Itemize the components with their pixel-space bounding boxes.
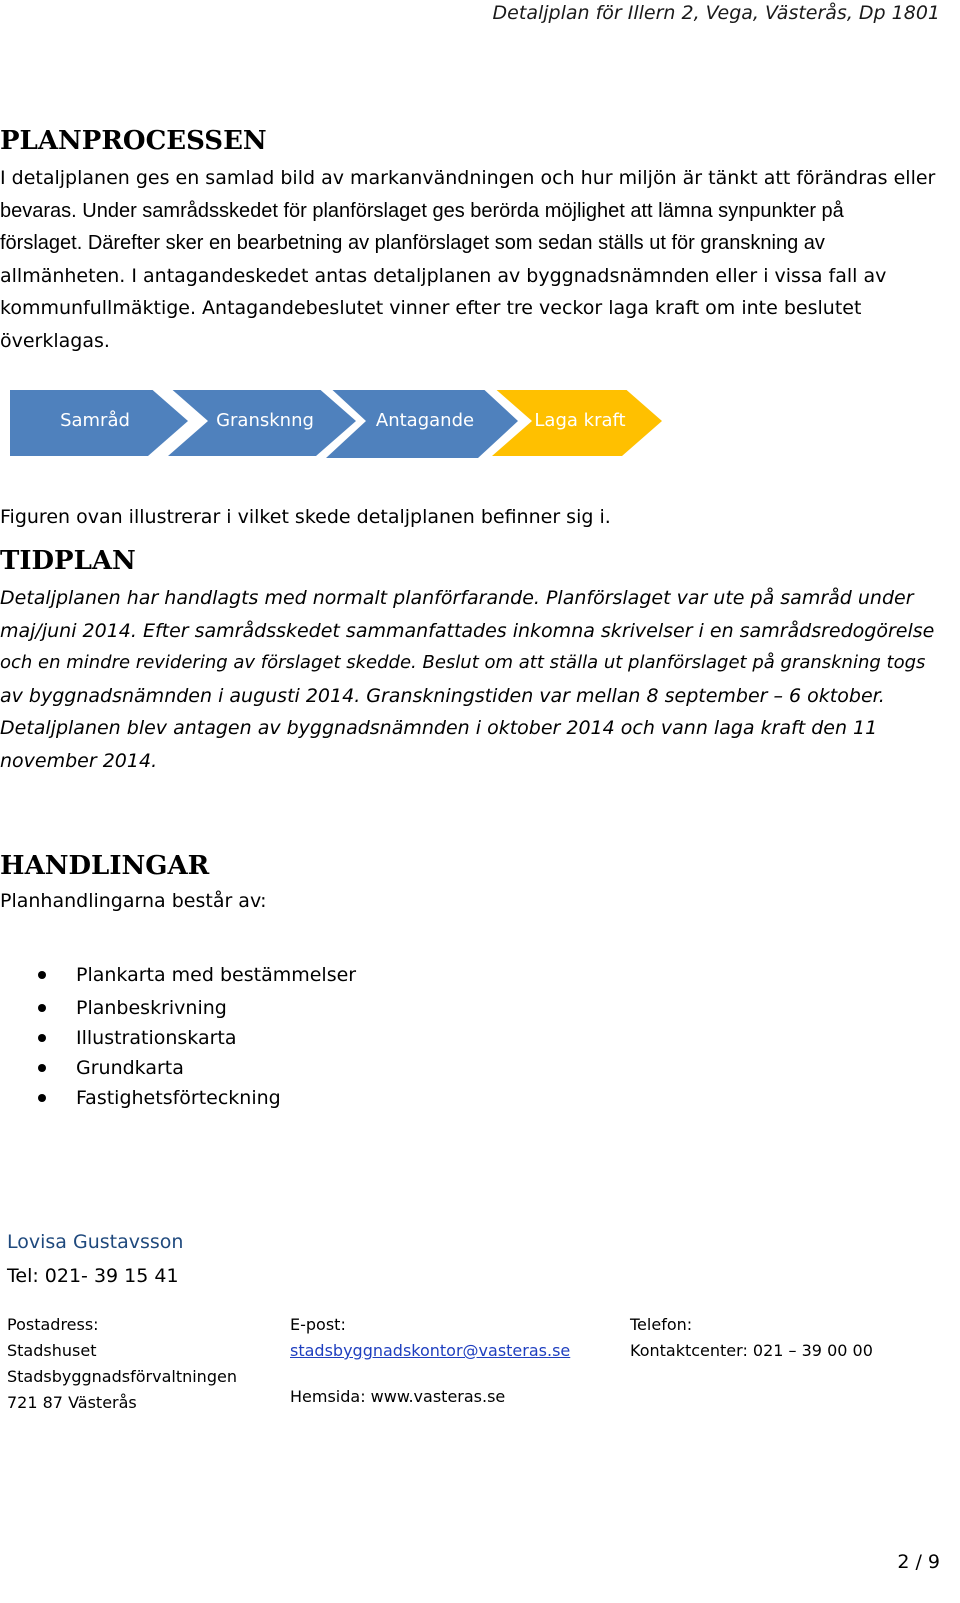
tidplan-line: Detaljplanen blev antagen av byggnadsnämnden i oktober 2014 och vann laga kraft den 11	[0, 717, 878, 739]
list-item-text: Illustrationskarta	[76, 1027, 237, 1049]
planprocessen-heading: PLANPROCESSEN	[0, 126, 267, 156]
epost-label: E-post:	[290, 1315, 346, 1334]
planprocessen-line: I detaljplanen ges en samlad bild av markanvändningen och hur miljön är tänkt att förändras eller	[0, 167, 936, 189]
handlingar-heading: HANDLINGAR	[0, 851, 210, 881]
list-item-text: Plankarta med bestämmelser	[76, 964, 357, 986]
document-header-title: Detaljplan för Illern 2, Vega, Västerås, Dp 1801	[492, 2, 940, 24]
bullet-icon	[38, 1034, 46, 1042]
postadress-line: Stadsbyggnadsförvaltningen	[7, 1367, 237, 1386]
planprocessen-paragraph	[0, 162, 950, 357]
process-step-granskning-label: Gransknng	[216, 410, 314, 431]
planprocessen-line: kommunfullmäktige. Antagandebeslutet vinner efter tre veckor laga kraft om inte beslutet	[0, 297, 862, 319]
bullet-icon	[38, 1064, 46, 1072]
telefon-block	[630, 1312, 873, 1364]
postadress-block	[7, 1312, 237, 1416]
tidplan-line: november 2014.	[0, 749, 158, 772]
planprocessen-line: överklagas.	[0, 329, 110, 352]
tidplan-line: maj/juni 2014. Efter samrådsskedet sammanfattades inkomna skrivelser i en samrådsredogörelse	[0, 619, 935, 642]
planprocessen-line: förslaget. Därefter sker en bearbetning av planförslaget som sedan ställs ut för granskning av	[0, 232, 825, 254]
document-list	[0, 960, 356, 1113]
contact-name: Lovisa Gustavsson	[7, 1231, 184, 1253]
bullet-icon	[38, 1004, 46, 1012]
list-item-text: Planbeskrivning	[76, 997, 227, 1019]
planprocessen-line: allmänheten. I antagandeskedet antas detaljplanen av byggnadsnämnden eller i vissa fall av	[0, 264, 887, 287]
telefon-number: Kontaktcenter: 021 – 39 00 00	[630, 1341, 873, 1360]
epost-block	[290, 1312, 570, 1410]
telefon-label: Telefon:	[630, 1315, 693, 1334]
postadress-label: Postadress:	[7, 1315, 99, 1334]
bullet-icon	[38, 1094, 46, 1102]
website-text: Hemsida: www.vasteras.se	[290, 1387, 506, 1406]
list-item	[0, 993, 356, 1023]
page-number: 2 / 9	[897, 1551, 940, 1573]
planprocessen-line: bevaras. Under samrådsskedet för planförslaget ges berörda möjlighet att lämna synpunkter på	[0, 199, 844, 222]
list-item	[0, 1083, 356, 1113]
tidplan-heading: TIDPLAN	[0, 546, 136, 576]
email-link[interactable]: stadsbyggnadskontor@vasteras.se	[290, 1341, 571, 1360]
plan-process-diagram	[10, 390, 710, 470]
handlingar-intro: Planhandlingarna består av:	[0, 890, 267, 912]
tidplan-line: och en mindre revidering av förslaget skedde. Beslut om att ställa ut planförslaget på granskning togs	[0, 652, 926, 673]
list-item-text: Fastighetsförteckning	[76, 1087, 281, 1109]
contact-phone: Tel: 021- 39 15 41	[7, 1265, 179, 1287]
process-step-antagande-label: Antagande	[375, 410, 475, 431]
list-item	[0, 1053, 356, 1083]
list-item	[0, 1023, 356, 1053]
process-step-laga-kraft-label: Laga kraft	[534, 410, 626, 431]
list-item-text: Grundkarta	[76, 1057, 184, 1079]
process-step-samrad-label: Samråd	[60, 410, 130, 431]
tidplan-line: Detaljplanen har handlagts med normalt planförfarande. Planförslaget var ute på samråd under	[0, 587, 914, 609]
tidplan-line: av byggnadsnämnden i augusti 2014. Granskningstiden var mellan 8 september – 6 oktober.	[0, 684, 885, 707]
bullet-icon	[38, 971, 46, 979]
list-item	[0, 960, 356, 990]
figure-caption: Figuren ovan illustrerar i vilket skede detaljplanen befinner sig i.	[0, 506, 611, 528]
tidplan-paragraph	[0, 582, 950, 777]
postadress-line: 721 87 Västerås	[7, 1393, 137, 1412]
postadress-line: Stadshuset	[7, 1341, 97, 1360]
